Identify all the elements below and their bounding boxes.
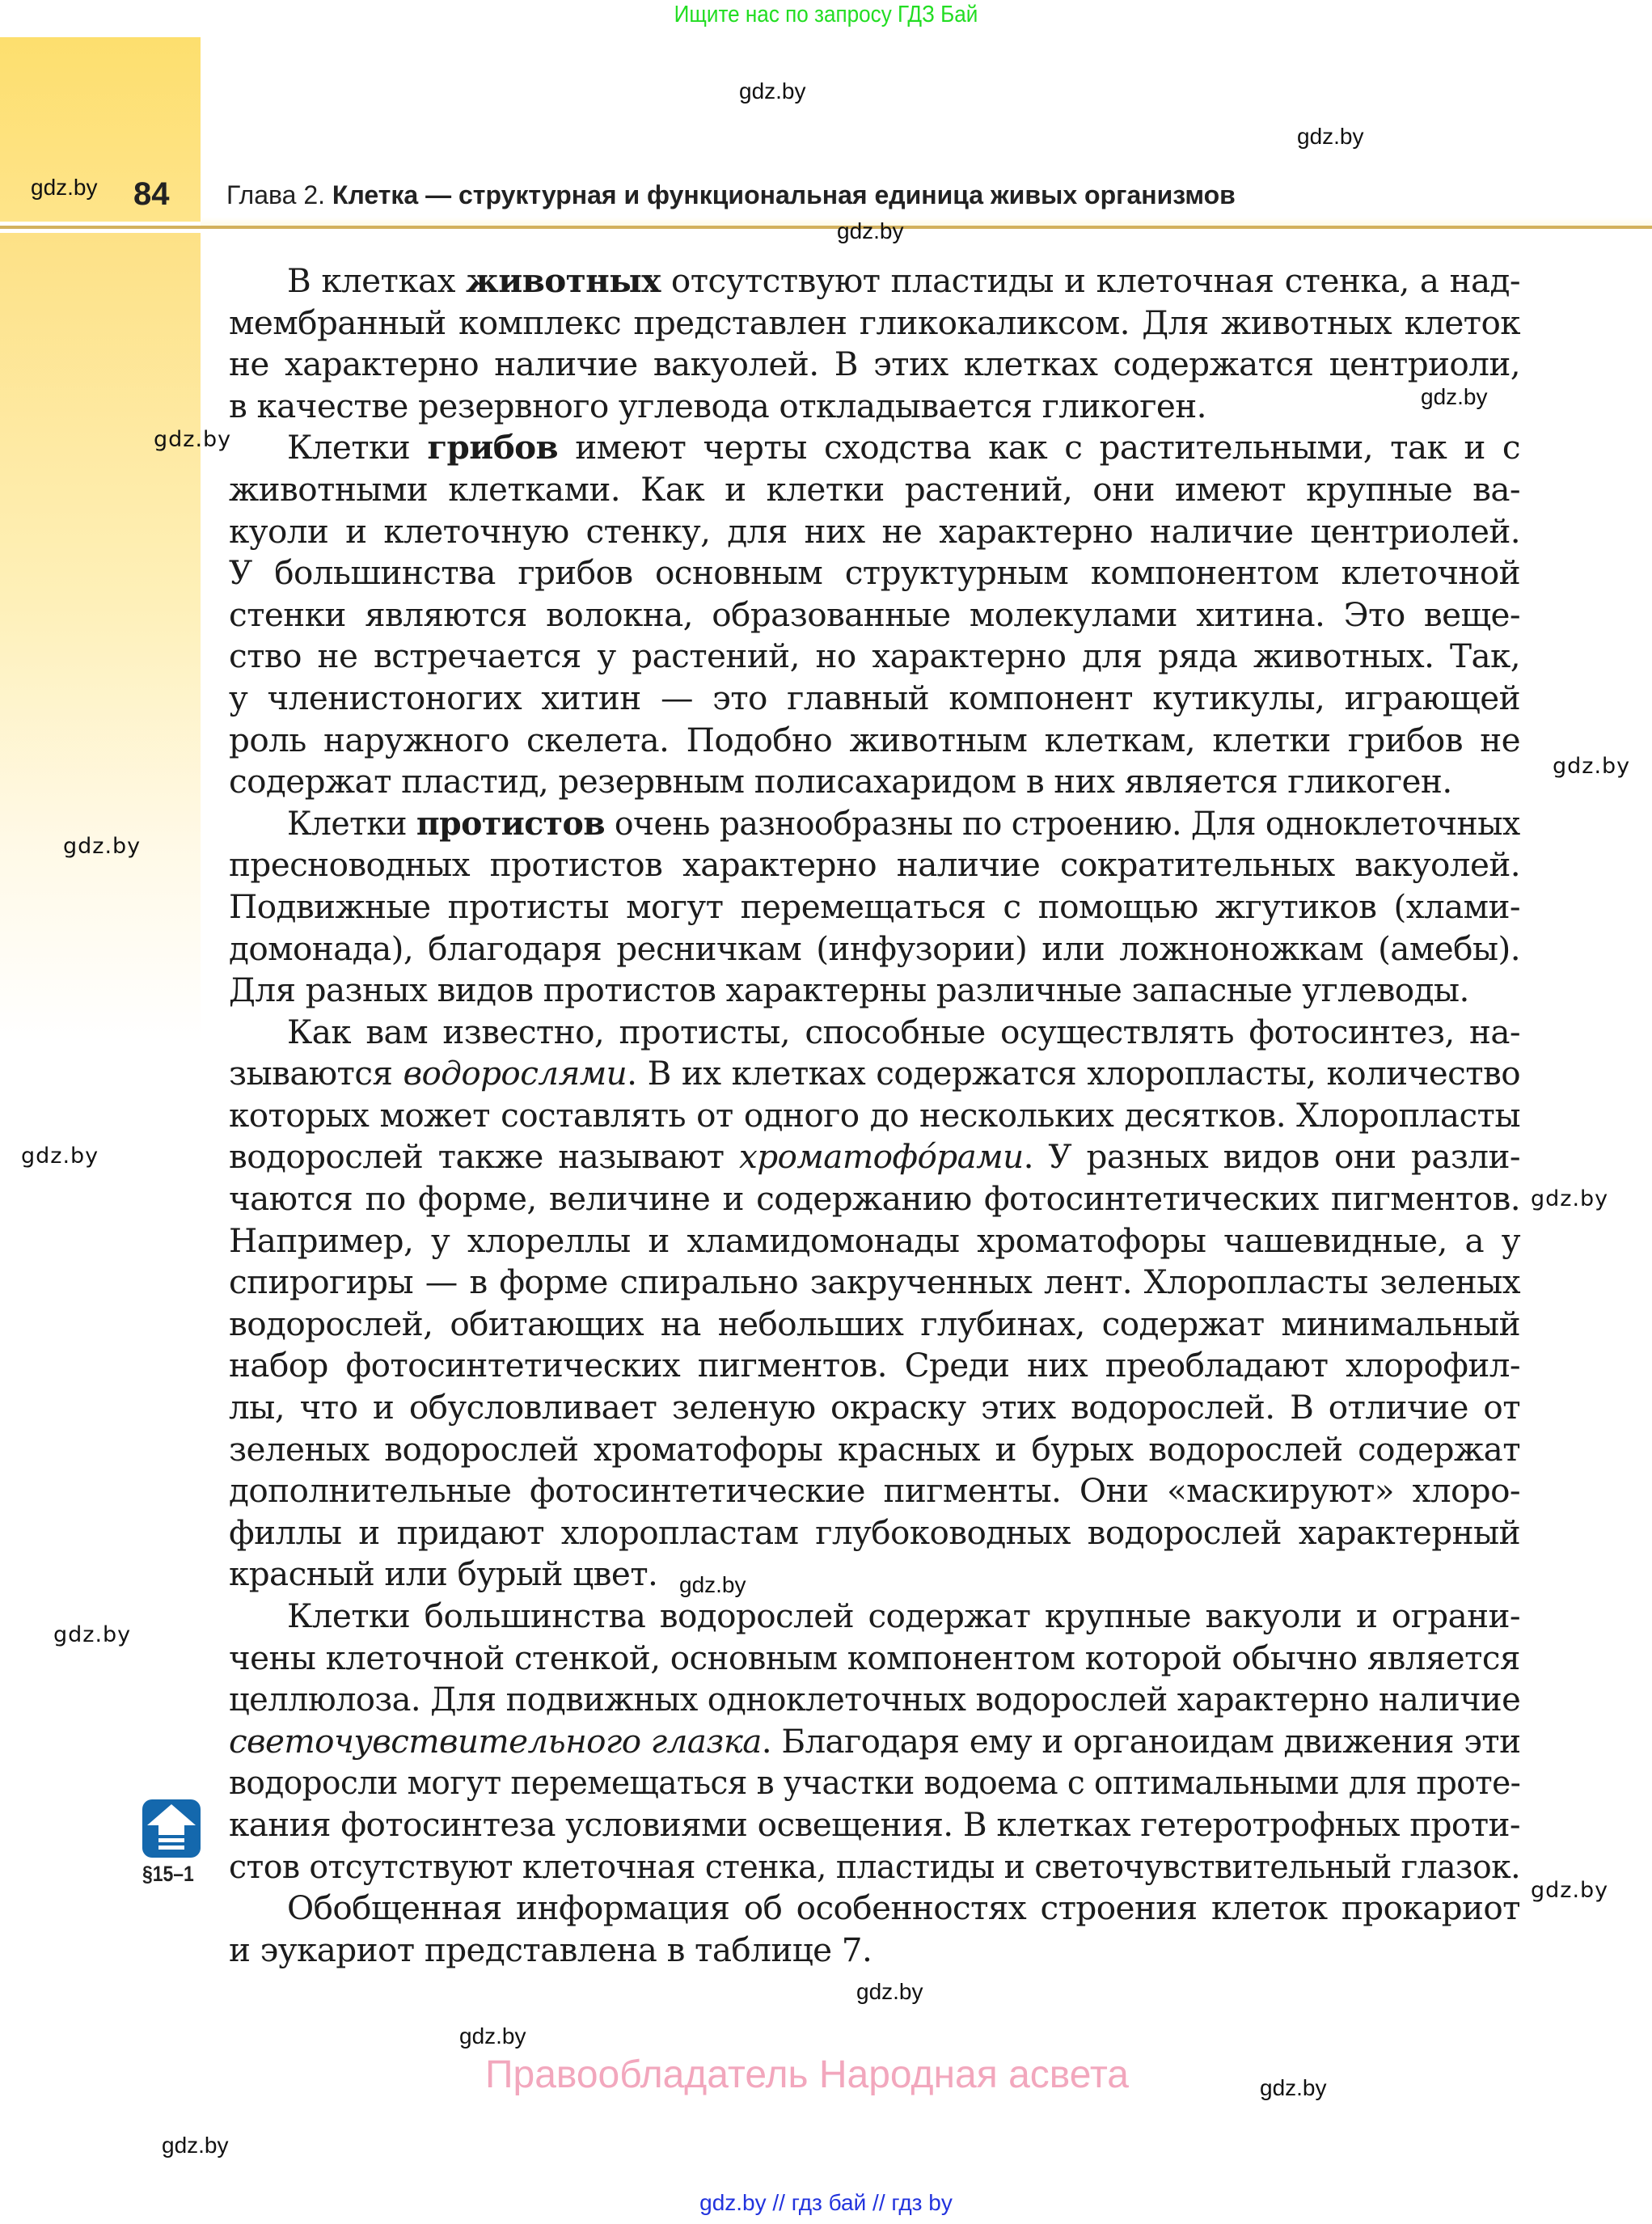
watermark: gdz.by: [1297, 124, 1364, 149]
text-line: пресноводных протистов характерно наличие сократительных вакуолей.: [229, 845, 1520, 885]
text-line: светочувствительного глазка. Благодаря ему и органоидам движения эти: [229, 1721, 1521, 1761]
text-line: Клетки грибов имеют черты сходства как с растительными, так и с: [287, 428, 1520, 467]
bold-term: животных: [465, 261, 661, 300]
text-line: домонада), благодаря ресничкам (инфузории) или ложноножкам (амебы).: [229, 928, 1520, 968]
copyright-notice: Правообладатель Народная асвета: [485, 2053, 1129, 2096]
text-line: ство не встречается у растений, но характерно для ряда животных. Так,: [229, 636, 1520, 676]
text-line: Например, у хлореллы и хламидомонады хроматофоры чашевидные, а у: [229, 1220, 1520, 1260]
text-line: Клетки протистов очень разнообразны по строению. Для одноклеточных: [287, 803, 1520, 843]
text-line: Подвижные протисты могут перемещаться с помощью жгутиков (хлами-: [229, 886, 1520, 926]
watermark: gdz.by: [31, 175, 98, 200]
watermark: gdz.by: [459, 2023, 526, 2049]
text-line: У большинства грибов основным структурным компонентом клеточной: [229, 553, 1520, 593]
text-line: Как вам известно, протисты, способные осуществлять фотосинтез, на-: [287, 1012, 1520, 1051]
arrow-up-icon: [142, 1799, 201, 1858]
text-line: и эукариот представлена в таблице 7.: [229, 1930, 872, 1969]
page-number: 84: [133, 176, 170, 212]
body-text: [229, 260, 1520, 1971]
italic-term: водорослями: [403, 1054, 627, 1093]
italic-term: хроматофóрами: [738, 1137, 1024, 1177]
chapter-title: [226, 180, 1236, 210]
text-line: роль наружного скелета. Подобно животным клеткам, клетки грибов не: [229, 720, 1520, 759]
watermark: gdz.by: [1553, 754, 1631, 779]
text-line: мембранный комплекс представлен гликокаликсом. Для животных клеток: [229, 302, 1520, 342]
paragraph: [229, 260, 1520, 427]
text-line: в качестве резервного углевода откладывается гликоген.: [229, 386, 1206, 425]
watermark: gdz.by: [63, 834, 142, 859]
text-line: Для разных видов протистов характерны различные запасные углеводы.: [229, 970, 1469, 1010]
text-line: содержат пластид, резервным полисахаридом в них является гликоген.: [229, 762, 1452, 801]
text-line: Обобщенная информация об особенностях строения клеток прокариот: [287, 1888, 1520, 1928]
text-line: чены клеточной стенкой, основным компонентом которой обычно является: [229, 1638, 1520, 1677]
text-line: набор фотосинтетических пигментов. Среди них преобладают хлорофил-: [229, 1346, 1520, 1385]
bold-term: протистов: [416, 803, 605, 843]
text-line: целлюлоза. Для подвижных одноклеточных водорослей характерно наличие: [229, 1680, 1521, 1719]
header-divider: [0, 226, 1652, 229]
text-line: зеленых водорослей хроматофоры красных и бурых водорослей содержат: [229, 1429, 1520, 1469]
header-glow: [201, 217, 1652, 226]
text-line: красный или бурый цвет.: [229, 1554, 658, 1594]
watermark: gdz.by: [1421, 384, 1488, 409]
watermark: gdz.by: [162, 2133, 229, 2158]
watermark: gdz.by: [21, 1144, 99, 1169]
bottom-links[interactable]: gdz.by // гдз бай // гдз by: [699, 2190, 953, 2215]
chapter-name: Клетка — структурная и функциональная единица живых организмов: [332, 180, 1236, 209]
watermark: gdz.by: [856, 1979, 923, 2004]
text-line: дополнительные фотосинтетические пигменты. Они «маскируют» хлоро-: [229, 1471, 1520, 1511]
paragraph: [229, 1596, 1520, 1888]
reference-label: §15–1: [142, 1862, 194, 1886]
text-line: животными клетками. Как и клетки растений, они имеют крупные ва-: [229, 469, 1520, 509]
reference-arrow-up-icon[interactable]: [142, 1799, 201, 1858]
paragraph: [229, 803, 1520, 1012]
text-line: Клетки большинства водорослей содержат крупные вакуоли и ограни-: [287, 1596, 1520, 1635]
text-line: водорослей также называют хроматофóрами. У разных видов они разли-: [229, 1137, 1520, 1177]
text-line: филлы и придают хлоропластам глубоководных водорослей характерный: [229, 1512, 1520, 1552]
paragraph: [229, 427, 1520, 802]
text-line: не характерно наличие вакуолей. В этих клетках содержатся центриоли,: [229, 345, 1520, 384]
text-line: стенки являются волокна, образованные молекулами хитина. Это веще-: [229, 594, 1520, 634]
text-line: стов отсутствуют клеточная стенка, пластиды и светочувствительный глазок.: [229, 1846, 1521, 1886]
paragraph: [229, 1012, 1520, 1596]
watermark: gdz.by: [1260, 2075, 1327, 2100]
text-line: у членистоногих хитин — это главный компонент кутикулы, играющей: [229, 678, 1520, 717]
watermark: gdz.by: [739, 78, 806, 104]
italic-term: светочувствительного глазка: [229, 1721, 762, 1761]
text-line: куоли и клеточную стенку, для них не характерно наличие центриолей.: [229, 511, 1520, 551]
text-line: водоросли могут перемещаться в участки водоема с оптимальными для проте-: [229, 1763, 1521, 1803]
watermark: gdz.by: [1531, 1186, 1609, 1211]
sidebar-gradient-band: [0, 233, 201, 1042]
watermark: gdz.by: [53, 1622, 132, 1647]
watermark: gdz.by: [679, 1572, 746, 1597]
text-line: которых может составлять от одного до нескольких десятков. Хлоропласты: [229, 1095, 1520, 1135]
paragraph: [229, 1888, 1520, 1971]
watermark: gdz.by: [1531, 1878, 1609, 1903]
text-line: В клетках животных отсутствуют пластиды и клеточная стенка, а над-: [287, 261, 1520, 300]
text-line: чаются по форме, величине и содержанию фотосинтетических пигментов.: [229, 1179, 1520, 1219]
bold-term: грибов: [427, 428, 559, 467]
text-line: зываются водорослями. В их клетках содержатся хлоропласты, количество: [229, 1054, 1520, 1093]
watermark: gdz.by: [154, 427, 232, 452]
chapter-label: Глава 2.: [226, 180, 326, 209]
text-line: водорослей, обитающих на небольших глубинах, содержат минимальный: [229, 1304, 1520, 1343]
text-line: лы, что и обусловливает зеленую окраску этих водорослей. В отличие от: [229, 1388, 1520, 1427]
text-line: кания фотосинтеза условиями освещения. В клетках гетеротрофных проти-: [229, 1804, 1520, 1844]
search-hint-banner: Ищите нас по запросу ГДЗ Бай: [674, 2, 978, 27]
text-line: спирогиры — в форме спирально закрученных лент. Хлоропласты зеленых: [229, 1262, 1520, 1302]
watermark: gdz.by: [837, 218, 904, 243]
